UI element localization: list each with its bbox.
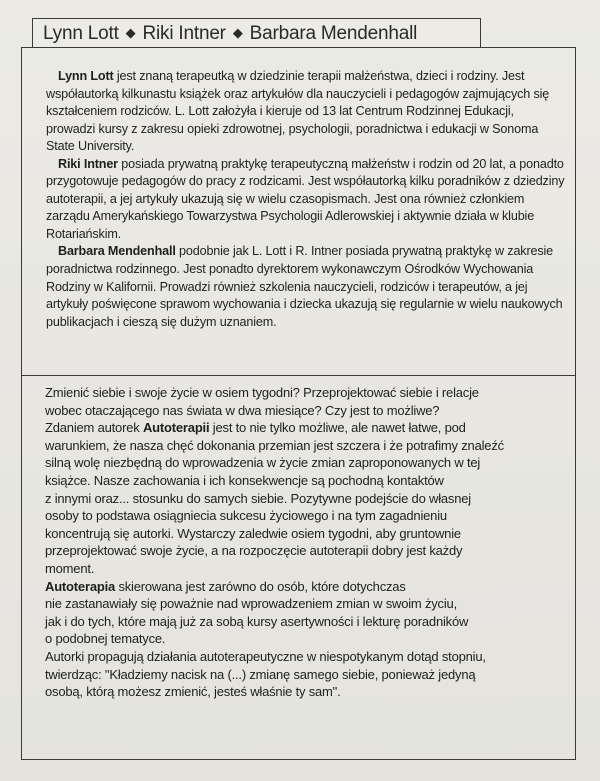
blurb-line: silną wolę niezbędną do wprowadzenia w życie zmian zaproponowanych w tej xyxy=(45,455,481,471)
bio-text: jest znaną terapeutką w dziedzinie terapii małżeństwa, dzieci i rodziny. Jest współautorką kilkunastu książek oraz artykułów dla nauczycieli i pedagogów zajmujących się kształceniem rodziców. L. Lott założyła i kieruje od 13 lat Centrum Rodzinnej Edukacji, prowadzi kursy z zakresu opieki zdrowotnej, psychologii, poradnictwa i edukacji w Sonoma State University. xyxy=(46,69,550,154)
bio-name: Lynn Lott xyxy=(58,69,114,83)
blurb-line: osoby to podstawa osiągniecia sukcesu życiowego i na tym zagadnieniu xyxy=(45,508,447,524)
diamond-separator-icon: ◆ xyxy=(232,24,243,40)
blurb-line: osobą, którą możesz zmienić, jesteś właśnie ty sam". xyxy=(45,684,341,700)
blurb-line: Autorki propagują działania autoterapeutyczne w niespotykanym dotąd stopniu, xyxy=(45,648,486,664)
blurb-line: książce. Nasze zachowania i ich konsekwencje są pochodną kontaktów xyxy=(45,472,444,488)
bio-name: Riki Intner xyxy=(58,156,118,171)
book-title-bold: Autoterapii xyxy=(142,420,210,436)
blurb-line: jak i do tych, które mają już za sobą kursy asertywności i lekturę poradników xyxy=(45,613,469,629)
blurb-text: skierowana jest zarówno do osób, które dotychczas xyxy=(115,578,406,594)
blurb-line: nie zastanawiały się poważnie nad wprowadzeniem zmian w swoim życiu, xyxy=(45,596,457,612)
bio-text: posiada prywatną praktykę terapeutyczną małżeństw i rodzin od 20 lat, a ponadto przygotowuje pedagogów do pracy z rodzicami. Jest współautorką kilku poradników z dziedziny autoterapii, a jej artykuły ukazują się w wielu czasopismach. Jest ona również członkiem zarządu Amerykańskiego Towarzystwa Psychologii Adlerowskiej i aktywnie działa w klubie Rotariańskim. xyxy=(46,156,565,241)
blurb-text: Zdaniem autorek xyxy=(45,420,143,436)
bio-lynn-lott xyxy=(46,68,566,156)
author-name-2: Riki Intner xyxy=(142,22,226,44)
author-name-3: Barbara Mendenhall xyxy=(249,22,418,44)
section-divider xyxy=(21,375,576,376)
book-title-bold: Autoterapia xyxy=(45,578,116,594)
bio-barbara-mendenhall xyxy=(46,243,566,331)
book-description xyxy=(45,384,570,701)
diamond-separator-icon: ◆ xyxy=(125,24,136,40)
bio-riki-intner xyxy=(46,156,566,244)
blurb-line: moment. xyxy=(45,560,95,576)
author-bios xyxy=(46,68,566,331)
blurb-line xyxy=(45,419,570,437)
blurb-line: warunkiem, że nasza chęć dokonania przemian jest szczera i że potrafimy znaleźć xyxy=(45,437,504,453)
blurb-line: wobec otaczającego nas świata w dwa miesiące? Czy jest to możliwe? xyxy=(45,402,440,418)
blurb-line: twierdząc: "Kładziemy nacisk na (...) zmianę samego siebie, ponieważ jedyną xyxy=(45,666,476,682)
blurb-line: z innymi oraz... stosunku do samych siebie. Pozytywne podejście do własnej xyxy=(45,490,471,506)
blurb-line: przeprojektować swoje życie, a na rozpoczęcie autoterapii dobry jest każdy xyxy=(45,543,463,559)
bio-text: podobnie jak L. Lott i R. Intner posiada prywatną praktykę w zakresie poradnictwa rodzinnego. Jest ponadto dyrektorem wykonawczym Ośrodków Wychowania Rodziny w Kalifornii. Prowadzi również szkolenia nauczycieli, rodziców i terapeutów, a jej artykuły poświęcone sprawom wychowania i dziecka ukazują się regularnie w wielu naukowych publikacjach i cieszą się dużym uznaniem. xyxy=(46,244,563,329)
blurb-line: o podobnej tematyce. xyxy=(45,631,166,647)
blurb-line: koncentrują się autorki. Wystarczy zaledwie osiem tygodni, aby gruntownie xyxy=(45,525,461,541)
blurb-line xyxy=(45,578,570,596)
author-name-1: Lynn Lott xyxy=(43,22,119,44)
bio-name: Barbara Mendenhall xyxy=(58,244,176,259)
authors-header xyxy=(32,18,481,48)
blurb-line: Zmienić siebie i swoje życie w osiem tygodni? Przeprojektować siebie i relacje xyxy=(45,385,479,400)
blurb-text: jest to nie tylko możliwe, ale nawet łatwe, pod xyxy=(209,420,466,436)
